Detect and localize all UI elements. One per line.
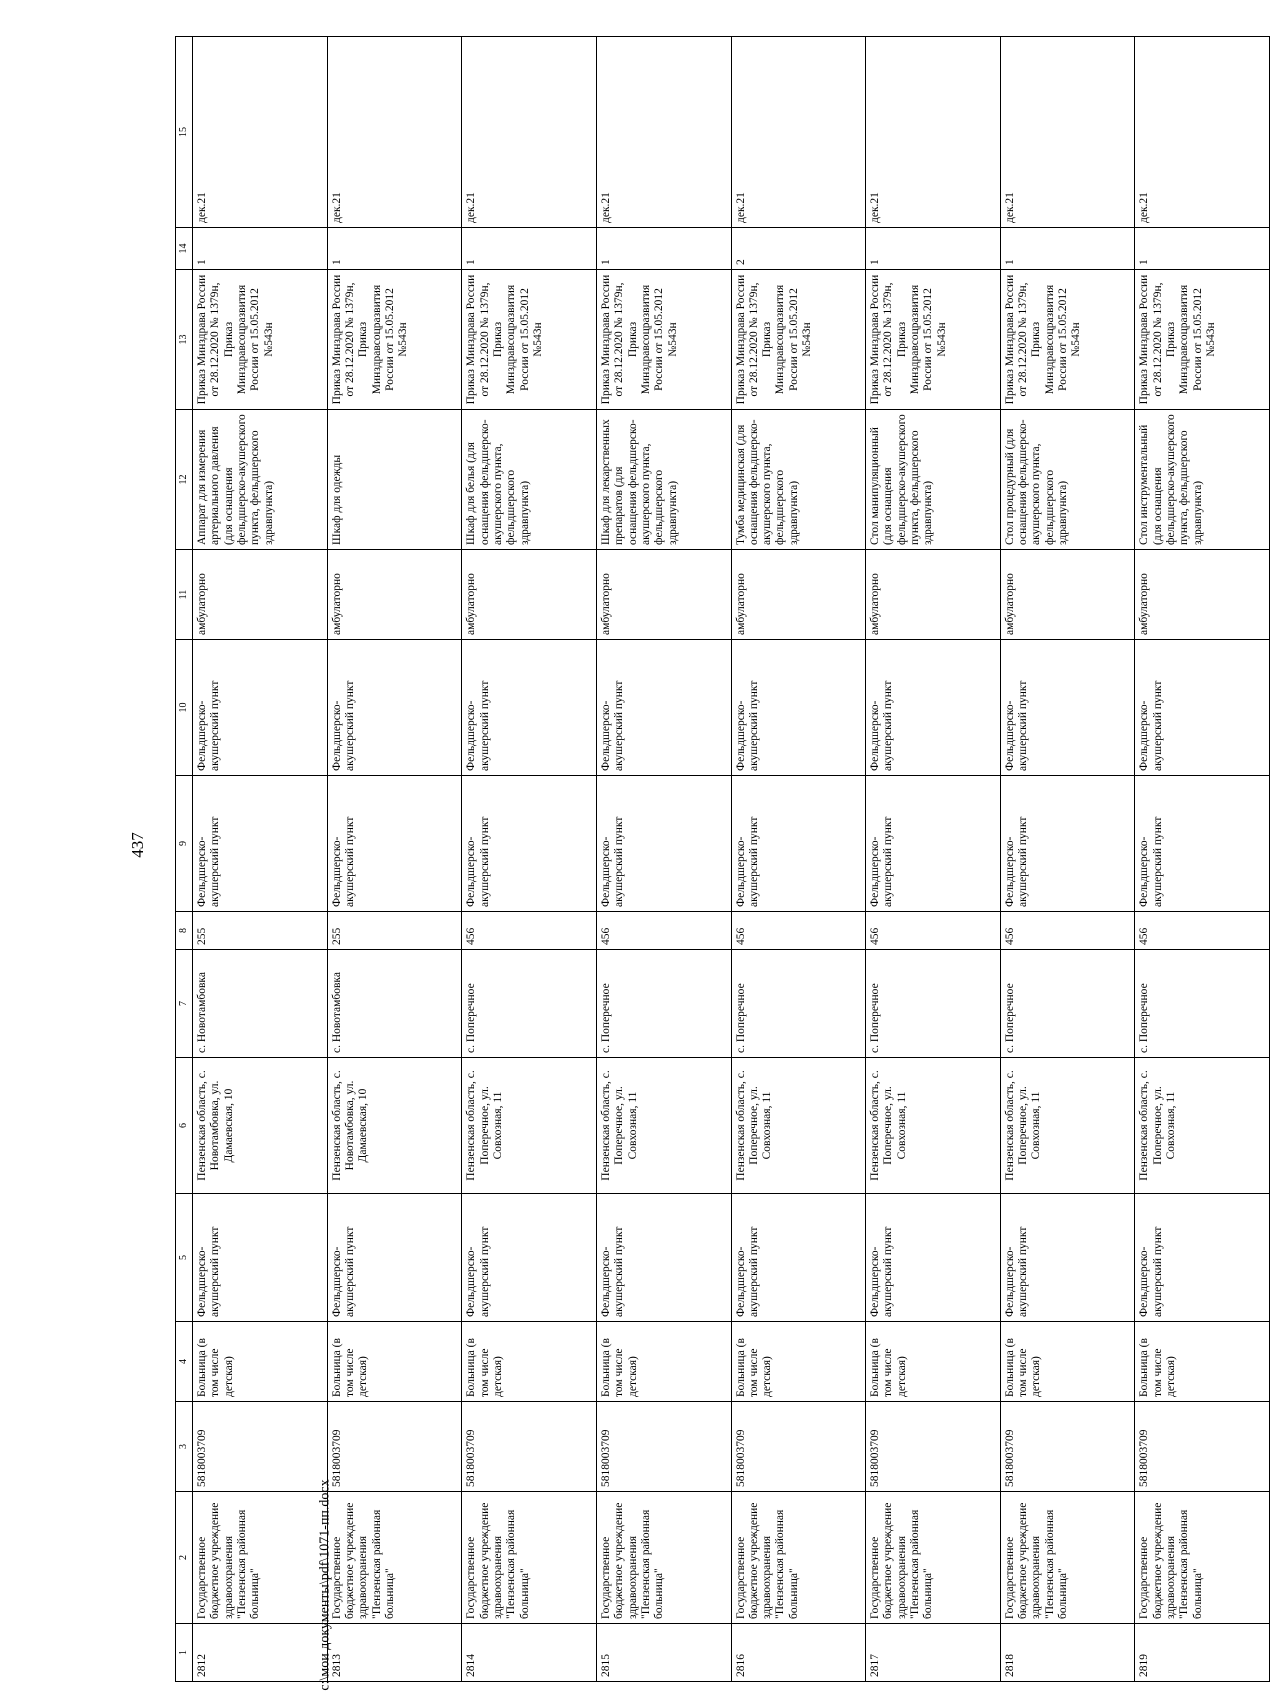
- cell-col-3: 5818003709: [462, 1402, 597, 1492]
- cell-col-3: 5818003709: [1135, 1402, 1270, 1492]
- cell-col-8: 456: [462, 912, 597, 950]
- cell-col-13: Приказ Минздрава России от 28.12.2020 № 1379н, Приказ Минздравсоцразвития России от 15.05.2012 №543н: [1000, 270, 1135, 410]
- cell-col-4: Больница (в том числе детская): [1135, 1322, 1270, 1402]
- cell-col-4: Больница (в том числе детская): [596, 1322, 731, 1402]
- page-number: [118, 828, 158, 862]
- cell-col-10: Фельдшерско-акушерский пункт: [327, 640, 462, 776]
- cell-col-6: Пензенская область, с. Поперечное, ул. Совхозная, 11: [1135, 1058, 1270, 1194]
- cell-col-2: Государственное бюджетное учреждение здравоохранения "Пензенская районная больница": [193, 1492, 328, 1624]
- cell-col-5: Фельдшерско-акушерский пункт: [327, 1194, 462, 1322]
- cell-col-14: 1: [462, 228, 597, 270]
- cell-col-5: Фельдшерско-акушерский пункт: [1000, 1194, 1135, 1322]
- cell-col-4: Больница (в том числе детская): [866, 1322, 1001, 1402]
- cell-col-5: Фельдшерско-акушерский пункт: [462, 1194, 597, 1322]
- cell-col-15: дек.21: [1135, 37, 1270, 228]
- column-number-row: [176, 37, 193, 1682]
- cell-col-4: Больница (в том числе детская): [731, 1322, 866, 1402]
- cell-col-2: Государственное бюджетное учреждение здравоохранения "Пензенская районная больница": [731, 1492, 866, 1624]
- cell-col-6: Пензенская область, с. Поперечное, ул. Совхозная, 11: [731, 1058, 866, 1194]
- cell-col-5: Фельдшерско-акушерский пункт: [193, 1194, 328, 1322]
- cell-col-1: 2812: [193, 1624, 328, 1682]
- cell-col-6: Пензенская область, с. Поперечное, ул. Совхозная, 11: [866, 1058, 1001, 1194]
- cell-col-8: 456: [731, 912, 866, 950]
- cell-col-3: 5818003709: [327, 1402, 462, 1492]
- cell-col-7: с. Поперечное: [596, 950, 731, 1058]
- column-number: 7: [176, 950, 193, 1058]
- cell-col-1: 2819: [1135, 1624, 1270, 1682]
- column-number: 8: [176, 912, 193, 950]
- table-row: [1000, 37, 1135, 1682]
- cell-col-6: Пензенская область, с. Новотамбовка, ул. Дамаевская, 10: [327, 1058, 462, 1194]
- column-number: 11: [176, 550, 193, 640]
- cell-col-14: 1: [1000, 228, 1135, 270]
- column-number: 12: [176, 410, 193, 550]
- cell-col-10: Фельдшерско-акушерский пункт: [462, 640, 597, 776]
- cell-col-15: дек.21: [327, 37, 462, 228]
- cell-col-12: Стол манипуляционный (для оснащения фельдшерско-акушерского пункта, фельдшерского здравпункта): [866, 410, 1001, 550]
- table-row: [596, 37, 731, 1682]
- cell-col-11: амбулаторно: [1135, 550, 1270, 640]
- cell-col-11: амбулаторно: [866, 550, 1001, 640]
- cell-col-14: 1: [866, 228, 1001, 270]
- cell-col-13: Приказ Минздрава России от 28.12.2020 № 1379н, Приказ Минздравсоцразвития России от 15.05.2012 №543н: [462, 270, 597, 410]
- cell-col-9: Фельдшерско-акушерский пункт: [1135, 776, 1270, 912]
- cell-col-3: 5818003709: [596, 1402, 731, 1492]
- cell-col-8: 456: [1135, 912, 1270, 950]
- cell-col-7: с. Поперечное: [731, 950, 866, 1058]
- cell-col-6: Пензенская область, с. Поперечное, ул. Совхозная, 11: [596, 1058, 731, 1194]
- cell-col-7: с. Новотамбовка: [193, 950, 328, 1058]
- table-row: [731, 37, 866, 1682]
- cell-col-10: Фельдшерско-акушерский пункт: [866, 640, 1001, 776]
- cell-col-12: Шкаф для одежды: [327, 410, 462, 550]
- cell-col-12: Шкаф для лекарственных препаратов (для оснащения фельдшерско-акушерского пункта, фельдшерского здравпункта): [596, 410, 731, 550]
- column-number: 3: [176, 1402, 193, 1492]
- rotated-table-container: [175, 37, 1270, 1682]
- cell-col-15: дек.21: [731, 37, 866, 228]
- column-number: 14: [176, 228, 193, 270]
- cell-col-8: 456: [1000, 912, 1135, 950]
- cell-col-12: Стол процедурный (для оснащения фельдшерско-акушерского пункта, фельдшерского здравпункта): [1000, 410, 1135, 550]
- cell-col-3: 5818003709: [1000, 1402, 1135, 1492]
- table-body: [176, 37, 1270, 1682]
- cell-col-6: Пензенская область, с. Новотамбовка, ул. Дамаевская, 10: [193, 1058, 328, 1194]
- cell-col-5: Фельдшерско-акушерский пункт: [731, 1194, 866, 1322]
- cell-col-9: Фельдшерско-акушерский пункт: [462, 776, 597, 912]
- cell-col-11: амбулаторно: [462, 550, 597, 640]
- column-number: 9: [176, 776, 193, 912]
- page-number-text: 437: [128, 832, 147, 858]
- cell-col-15: дек.21: [462, 37, 597, 228]
- cell-col-15: дек.21: [866, 37, 1001, 228]
- cell-col-9: Фельдшерско-акушерский пункт: [731, 776, 866, 912]
- cell-col-1: 2817: [866, 1624, 1001, 1682]
- cell-col-3: 5818003709: [731, 1402, 866, 1492]
- cell-col-2: Государственное бюджетное учреждение здравоохранения "Пензенская районная больница": [462, 1492, 597, 1624]
- cell-col-13: Приказ Минздрава России от 28.12.2020 № 1379н, Приказ Минздравсоцразвития России от 15.05.2012 №543н: [731, 270, 866, 410]
- file-path: c:\мои документы\pdf\1071-пп.docx: [318, 1479, 333, 1691]
- cell-col-10: Фельдшерско-акушерский пункт: [193, 640, 328, 776]
- column-number: 13: [176, 270, 193, 410]
- cell-col-7: с. Поперечное: [866, 950, 1001, 1058]
- column-number: 15: [176, 37, 193, 228]
- cell-col-10: Фельдшерско-акушерский пункт: [731, 640, 866, 776]
- cell-col-4: Больница (в том числе детская): [462, 1322, 597, 1402]
- column-number: 10: [176, 640, 193, 776]
- cell-col-7: с. Поперечное: [462, 950, 597, 1058]
- cell-col-8: 255: [327, 912, 462, 950]
- cell-col-15: дек.21: [596, 37, 731, 228]
- cell-col-12: Шкаф для белья (для оснащения фельдшерско-акушерского пункта, фельдшерского здравпункта): [462, 410, 597, 550]
- column-number: 4: [176, 1322, 193, 1402]
- cell-col-13: Приказ Минздрава России от 28.12.2020 № 1379н, Приказ Минздравсоцразвития России от 15.05.2012 №543н: [327, 270, 462, 410]
- cell-col-5: Фельдшерско-акушерский пункт: [866, 1194, 1001, 1322]
- cell-col-8: 456: [596, 912, 731, 950]
- column-number: 5: [176, 1194, 193, 1322]
- cell-col-2: Государственное бюджетное учреждение здравоохранения "Пензенская районная больница": [1000, 1492, 1135, 1624]
- cell-col-4: Больница (в том числе детская): [1000, 1322, 1135, 1402]
- column-number: 1: [176, 1624, 193, 1682]
- cell-col-5: Фельдшерско-акушерский пункт: [596, 1194, 731, 1322]
- cell-col-8: 456: [866, 912, 1001, 950]
- cell-col-1: 2813: [327, 1624, 462, 1682]
- cell-col-12: Аппарат для измерения артериального давления (для оснащения фельдшерско-акушерского пункта, фельдшерского здравпункта): [193, 410, 328, 550]
- cell-col-9: Фельдшерско-акушерский пункт: [327, 776, 462, 912]
- cell-col-1: 2814: [462, 1624, 597, 1682]
- table-row: [193, 37, 328, 1682]
- cell-col-14: 1: [1135, 228, 1270, 270]
- cell-col-2: Государственное бюджетное учреждение здравоохранения "Пензенская районная больница": [1135, 1492, 1270, 1624]
- cell-col-11: амбулаторно: [731, 550, 866, 640]
- cell-col-14: 2: [731, 228, 866, 270]
- document-footer: [306, 1480, 346, 1690]
- cell-col-12: Тумба медицинская (для оснащения фельдшерско-акушерского пункта, фельдшерского здравпункта): [731, 410, 866, 550]
- table-row: [327, 37, 462, 1682]
- cell-col-10: Фельдшерско-акушерский пункт: [596, 640, 731, 776]
- cell-col-15: дек.21: [1000, 37, 1135, 228]
- table-row: [1135, 37, 1270, 1682]
- cell-col-15: дек.21: [193, 37, 328, 228]
- cell-col-14: 1: [596, 228, 731, 270]
- cell-col-10: Фельдшерско-акушерский пункт: [1000, 640, 1135, 776]
- cell-col-1: 2815: [596, 1624, 731, 1682]
- cell-col-12: Стол инструментальный (для оснащения фельдшерско-акушерского пункта, фельдшерского здравпункта): [1135, 410, 1270, 550]
- cell-col-11: амбулаторно: [327, 550, 462, 640]
- cell-col-6: Пензенская область, с. Поперечное, ул. Совхозная, 11: [1000, 1058, 1135, 1194]
- cell-col-4: Больница (в том числе детская): [193, 1322, 328, 1402]
- cell-col-13: Приказ Минздрава России от 28.12.2020 № 1379н, Приказ Минздравсоцразвития России от 15.05.2012 №543н: [866, 270, 1001, 410]
- cell-col-8: 255: [193, 912, 328, 950]
- cell-col-7: с. Поперечное: [1000, 950, 1135, 1058]
- cell-col-9: Фельдшерско-акушерский пункт: [1000, 776, 1135, 912]
- cell-col-2: Государственное бюджетное учреждение здравоохранения "Пензенская районная больница": [866, 1492, 1001, 1624]
- cell-col-13: Приказ Минздрава России от 28.12.2020 № 1379н, Приказ Минздравсоцразвития России от 15.05.2012 №543н: [596, 270, 731, 410]
- cell-col-2: Государственное бюджетное учреждение здравоохранения "Пензенская районная больница": [327, 1492, 462, 1624]
- cell-col-2: Государственное бюджетное учреждение здравоохранения "Пензенская районная больница": [596, 1492, 731, 1624]
- cell-col-14: 1: [327, 228, 462, 270]
- cell-col-7: с. Новотамбовка: [327, 950, 462, 1058]
- cell-col-1: 2816: [731, 1624, 866, 1682]
- cell-col-13: Приказ Минздрава России от 28.12.2020 № 1379н, Приказ Минздравсоцразвития России от 15.05.2012 №543н: [1135, 270, 1270, 410]
- cell-col-14: 1: [193, 228, 328, 270]
- cell-col-9: Фельдшерско-акушерский пункт: [596, 776, 731, 912]
- cell-col-9: Фельдшерско-акушерский пункт: [193, 776, 328, 912]
- cell-col-3: 5818003709: [193, 1402, 328, 1492]
- cell-col-11: амбулаторно: [193, 550, 328, 640]
- table-row: [462, 37, 597, 1682]
- cell-col-6: Пензенская область, с. Поперечное, ул. Совхозная, 11: [462, 1058, 597, 1194]
- column-number: 6: [176, 1058, 193, 1194]
- cell-col-10: Фельдшерско-акушерский пункт: [1135, 640, 1270, 776]
- cell-col-11: амбулаторно: [596, 550, 731, 640]
- cell-col-1: 2818: [1000, 1624, 1135, 1682]
- cell-col-5: Фельдшерско-акушерский пункт: [1135, 1194, 1270, 1322]
- cell-col-13: Приказ Минздрава России от 28.12.2020 № 1379н, Приказ Минздравсоцразвития России от 15.05.2012 №543н: [193, 270, 328, 410]
- cell-col-11: амбулаторно: [1000, 550, 1135, 640]
- cell-col-7: с. Поперечное: [1135, 950, 1270, 1058]
- cell-col-9: Фельдшерско-акушерский пункт: [866, 776, 1001, 912]
- table-row: [866, 37, 1001, 1682]
- cell-col-3: 5818003709: [866, 1402, 1001, 1492]
- cell-col-4: Больница (в том числе детская): [327, 1322, 462, 1402]
- equipment-registry-table: [175, 36, 1270, 1682]
- column-number: 2: [176, 1492, 193, 1624]
